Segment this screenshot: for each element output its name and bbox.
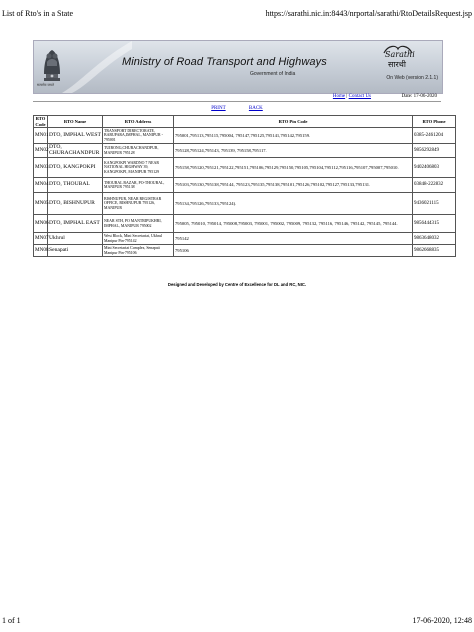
back-link[interactable]: BACK [248,106,263,111]
date-label: Date: [401,94,413,99]
rto-phone-cell: 9402406803 [413,158,456,178]
rto-address-cell: Mini Secretariat Complex, Senapati Manipur Pin-795106 [103,245,174,257]
rto-name-cell: DTO, THOUBAL [48,178,103,193]
action-links [0,106,474,111]
table-row [34,144,456,158]
rto-pin-code-cell: 795128,795124,795143, 795139, 795158,795117. [174,144,413,158]
rto-code-cell: MN05 [34,193,48,215]
rto-code-cell: MN08 [34,245,48,257]
table-header-row [34,116,456,128]
rto-phone-cell: 9863648032 [413,233,456,245]
rto-name-cell: Ukhrul [48,233,103,245]
rto-name-cell: Senapati [48,245,103,257]
sarathi-logo-icon [380,43,416,73]
rto-code-cell: MN04 [34,178,48,193]
header-rto-address: RTO Address [103,116,174,128]
rto-pin-code-cell: 795134,795126,795133,795124). [174,193,413,215]
government-label: Government of India [250,71,296,77]
rto-address-cell: THOUBAL BAZAR, PO-THOUBAL, MANIPUR 795138 [103,178,174,193]
table-row [34,215,456,233]
rto-address-cell: NEAR STH, PO MANTRIPUKHRI, IMPHAL, MANIPUR 795002 [103,215,174,233]
table-row [34,233,456,245]
rto-phone-cell: 0385-2461204 [413,128,456,144]
date-value: 17-06-2020 [413,94,437,99]
table-row [34,128,456,144]
table-row [34,158,456,178]
print-link[interactable]: PRINT [211,106,226,111]
rto-name-cell: DTO, IMPHAL EAST [48,215,103,233]
rto-phone-cell: 9856444315 [413,215,456,233]
rto-pin-code-cell: 795158,795120,795121,795122,795151,795106,795129,795150,795105,795104,795112,795116,795107,795007,795010. [174,158,413,178]
header-rto-phone: RTO Phone [413,116,456,128]
rto-pin-code-cell: 795005, 795010, 795014, 795008,795003, 795001, 795002, 795009, 795132, 795116, 795146, 795142, 795145, 795144. [174,215,413,233]
svg-text:Sarathi: Sarathi [385,50,415,59]
ministry-title: Ministry of Road Transport and Highways [122,56,327,68]
rto-code-cell: MN06 [34,215,48,233]
rto-code-cell: MN03 [34,158,48,178]
rto-phone-cell: 9436021115 [413,193,456,215]
credits-text: Designed and Developed by Centre of Excellence for DL and RC, NIC. [167,282,307,287]
rto-pin-code-cell: 795106 [174,245,413,257]
rto-address-cell: BISHNUPUR, NEAR REGISTRAR OFFICE, BISHNUPUR 795126, MANIPUR [103,193,174,215]
rto-name-cell: DTO, KANGPOKPI [48,158,103,178]
print-footer [0,612,474,632]
top-nav-bar [33,93,441,102]
emblem-caption: सत्यमेव जयते [37,83,54,87]
rto-address-cell: KANGPOKPI WARDNO 7 NEAR NATIONAL HIGHWAY 39, KANGPOKPI, MANIPUR 795129 [103,158,174,178]
table-row [34,178,456,193]
rto-address-cell: TUIBONG,CHURACHANDPUR, MANIPUR 795128 [103,144,174,158]
rto-phone-cell: 9856292849 [413,144,456,158]
rto-phone-cell: 9862668835 [413,245,456,257]
header-rto-name: RTO Name [48,116,103,128]
date-display [402,94,437,99]
rto-address-cell: TRANSPORT DIRECTORATE, BABUPARA,IMPHAL, MANIPUR - 795001 [103,128,174,144]
rto-pin-code-cell: 795103,795130,795138,795144, 795123,795135,795138,795101,795126,795102,795127,795133,795131. [174,178,413,193]
print-page-url: https://sarathi.nic.in:8443/nrportal/sarathi/RtoDetailsRequest.jsp [265,9,472,18]
site-banner [33,40,443,94]
print-header [0,0,474,20]
contact-us-link[interactable]: Contact Us [348,94,371,99]
svg-text:सारथी: सारथी [388,60,406,69]
version-label: On Web (version 2.1.1) [386,75,438,81]
table-row [34,245,456,257]
rto-table [33,115,456,257]
rto-code-cell: MN07 [34,233,48,245]
rto-name-cell: DTO, IMPHAL WEST [48,128,103,144]
rto-pin-code-cell: 795001,795113,795115,795004, 795147,795125,795141,795142,795159. [174,128,413,144]
print-page-title: List of Rto's in a State [2,9,73,18]
table-row [34,193,456,215]
home-link[interactable]: Home [332,94,346,99]
print-page-number: 1 of 1 [2,616,21,625]
rto-phone-cell: 03848-222832 [413,178,456,193]
rto-code-cell: MN01 [34,128,48,144]
rto-address-cell: West Block, Mini Secretariat, Ukhrul Manipur Pin-795142 [103,233,174,245]
rto-name-cell: DTO, BISHNUPUR [48,193,103,215]
rto-pin-code-cell: 795142 [174,233,413,245]
rto-code-cell: MN02 [34,144,48,158]
rto-name-cell: DTO, CHURACHANDPUR [48,144,103,158]
header-rto-pin-code: RTO Pin Code [174,116,413,128]
header-rto-code: RTO Code [35,116,46,127]
print-timestamp: 17-06-2020, 12:48 [412,616,472,625]
nav-separator: | [345,94,349,99]
